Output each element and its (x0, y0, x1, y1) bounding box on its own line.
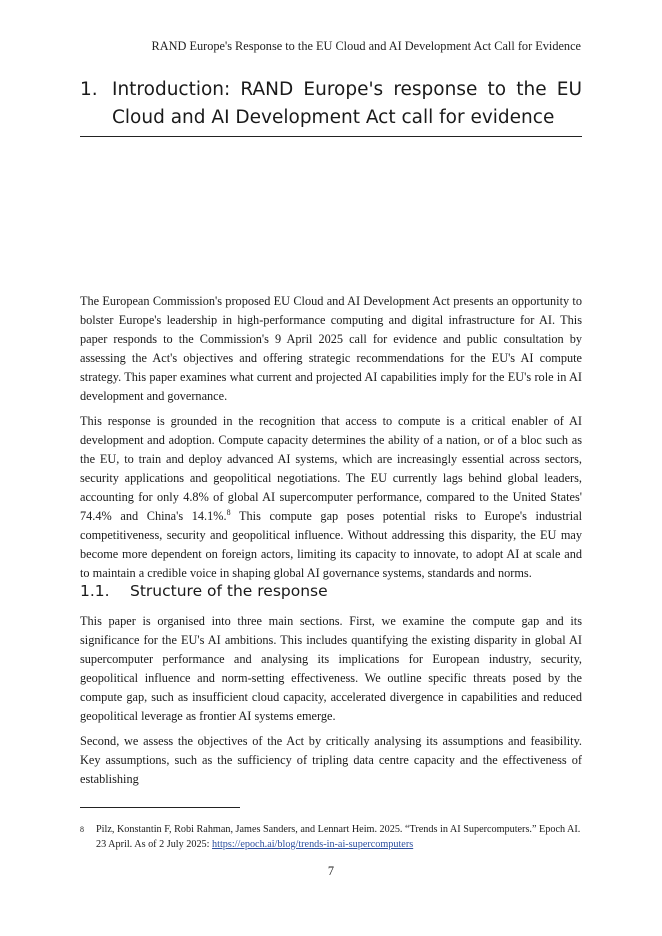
paragraph: The European Commission's proposed EU Cloud and AI Development Act presents an opportunity to bolster Europe's leadership in high-performance computing and digital infrastructure for AI. This paper responds to the Commission's 9 April 2025 call for evidence and public consultation by assessing the Act's objectives and offering strategic recommendations for the EU's AI compute strategy. This paper examines what current and projected AI capabilities imply for the EU's role in AI development and governance. (80, 294, 582, 403)
footnote-text: Pilz, Konstantin F, Robi Rahman, James Sanders, and Lennart Heim. 2025. “Trends in AI Supercomputers.” Epoch AI. 23 April. As of 2 July 2025: (96, 824, 581, 850)
introduction-body (80, 292, 582, 589)
section-body (80, 612, 582, 795)
paragraph-text: This response is grounded in the recognition that access to compute is a critical enabler of AI development and adoption. Compute capacity determines the ability of a nation, or of a bloc such as the EU, to train and deploy advanced AI systems, which are increasingly essential across sectors, security applications and geopolitical negotiations. The EU currently lags behind global leaders, accounting for only 4.8% of global AI supercomputer performance, compared to the United States' 74.4% and China's 14.1%. (80, 414, 582, 523)
chapter-number: 1. (80, 79, 98, 100)
footnote-mark: 8 (80, 825, 84, 834)
page-number: 7 (327, 864, 335, 878)
section-heading (80, 580, 582, 602)
paragraph: Second, we assess the objectives of the Act by critically analysing its assumptions and feasibility. Key assumptions, such as the sufficiency of tripling data centre capacity and the effectiveness of establishing (80, 734, 582, 786)
running-header: RAND Europe's Response to the EU Cloud and AI Development Act Call for Evidence (151, 39, 581, 53)
paragraph: This paper is organised into three main sections. First, we examine the compute gap and its significance for the EU's AI ambitions. This includes quantifying the existing disparity in global AI supercomputer performance and analysing its implications for European industry, security, geopolitical influence and norm-setting effectiveness. We outline specific threats posed by the compute gap, such as insufficient cloud capacity, accelerated divergence in capabilities and reduced geopolitical leverage as frontier AI systems emerge. (80, 614, 582, 723)
chapter-title: Introduction: RAND Europe's response to the EU Cloud and AI Development Act call for evidence (112, 79, 582, 128)
footnote-body (96, 822, 582, 852)
chapter-heading (80, 76, 582, 137)
footnote-link[interactable]: https://epoch.ai/blog/trends-in-ai-supercomputers (212, 839, 414, 850)
footnote-separator (80, 807, 240, 808)
section-number: 1.1. (80, 582, 110, 600)
paragraph-text: This compute gap poses potential risks to Europe's industrial competitiveness, security and geopolitical influence. Without addressing this disparity, the EU may become more dependent on foreign actors, limiting its capacity to innovate, to adopt AI at scale and to maintain a credible voice in shaping global AI governance systems, standards and norms. (80, 509, 583, 580)
footnote (80, 822, 582, 852)
paragraph (80, 412, 582, 583)
footnote-reference[interactable]: 8 (226, 507, 231, 517)
section-title: Structure of the response (130, 582, 328, 600)
